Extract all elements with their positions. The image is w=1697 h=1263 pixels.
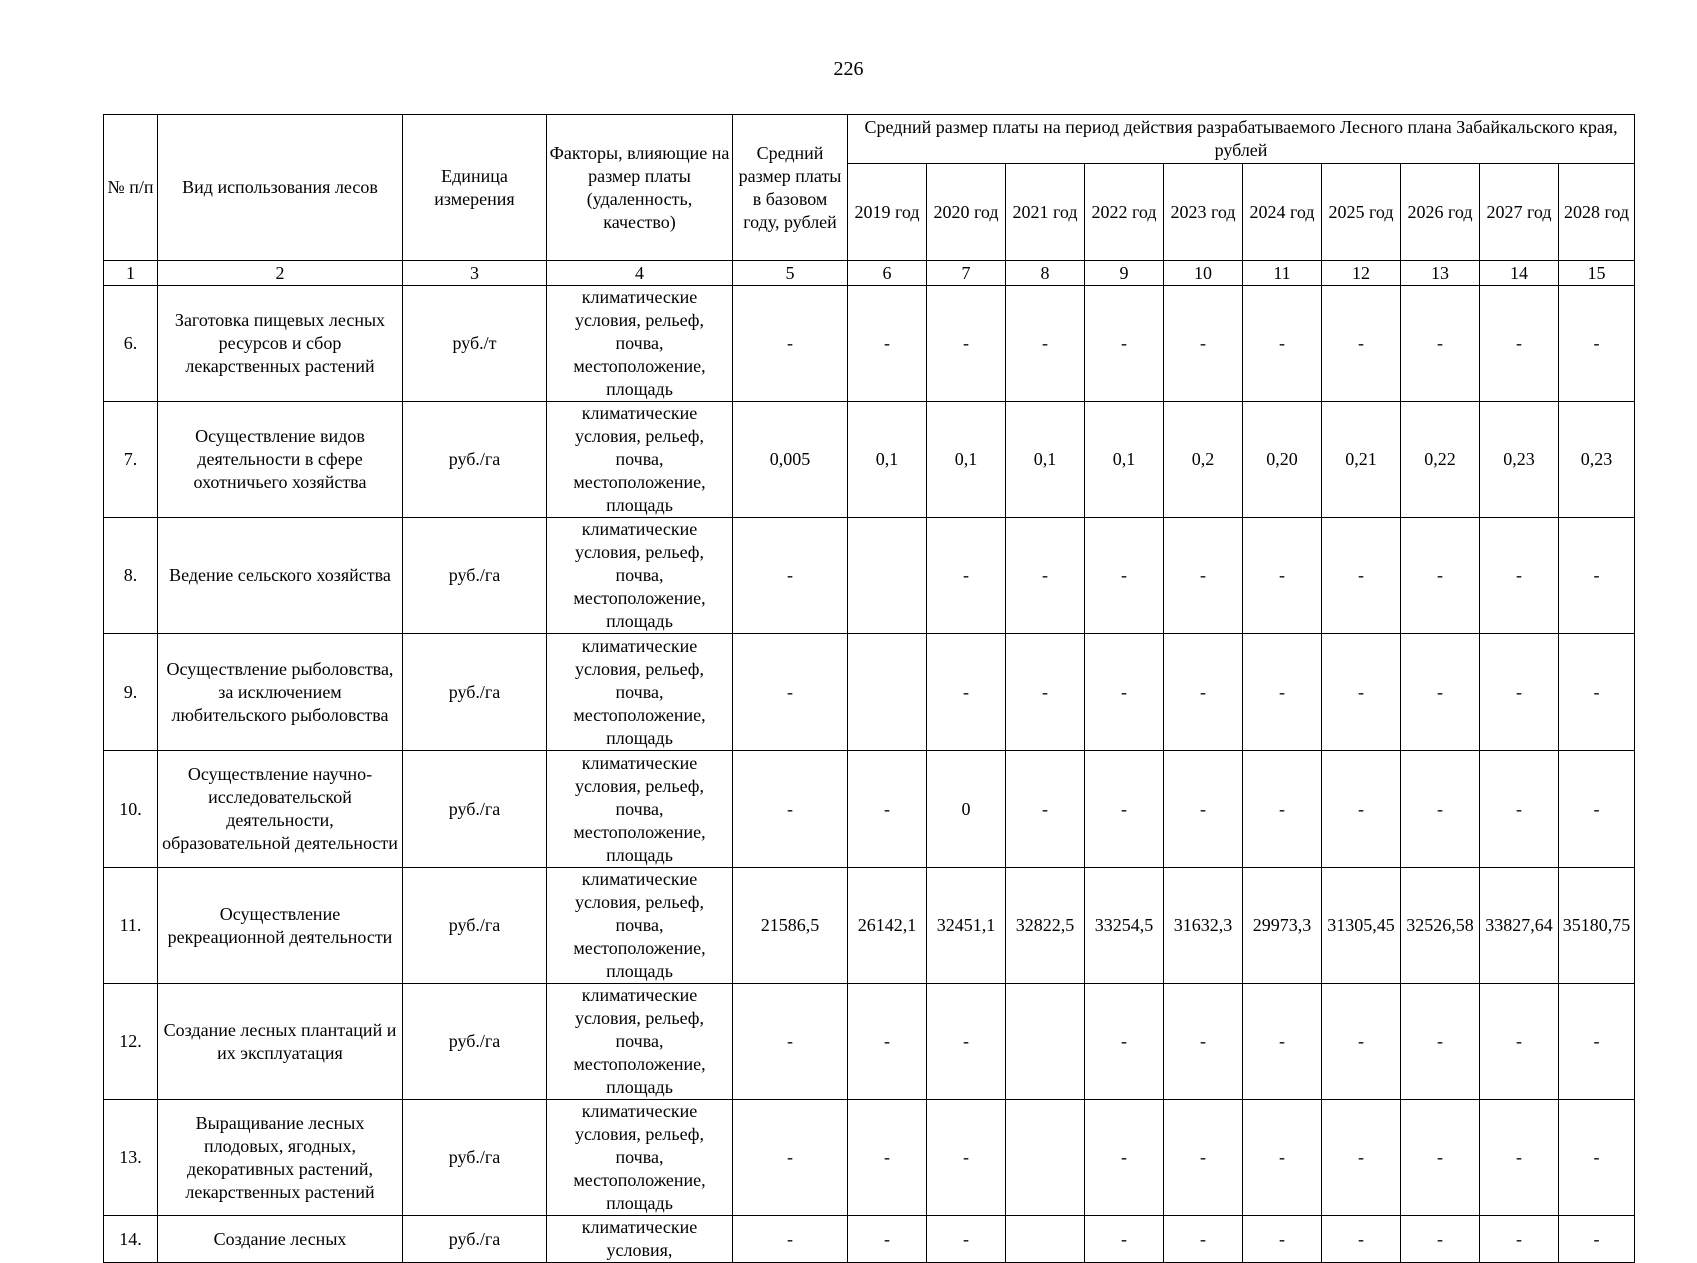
row-value: 32451,1 bbox=[927, 868, 1006, 984]
row-value: - bbox=[1322, 751, 1401, 868]
row-value: 31632,3 bbox=[1164, 868, 1243, 984]
row-value: - bbox=[1559, 1216, 1635, 1263]
column-number: 11 bbox=[1243, 261, 1322, 286]
row-value: - bbox=[1480, 634, 1559, 751]
row-num: 10. bbox=[104, 751, 158, 868]
table-row bbox=[104, 984, 1635, 1100]
row-num: 13. bbox=[104, 1100, 158, 1216]
row-value: - bbox=[848, 751, 927, 868]
row-factors: климатические условия, рельеф, почва, местоположение, площадь bbox=[547, 751, 733, 868]
row-value: - bbox=[848, 286, 927, 402]
row-num: 6. bbox=[104, 286, 158, 402]
row-unit: руб./га bbox=[403, 518, 547, 634]
column-number: 7 bbox=[927, 261, 1006, 286]
row-value: - bbox=[927, 634, 1006, 751]
row-value: - bbox=[1480, 1100, 1559, 1216]
row-value: - bbox=[1085, 286, 1164, 402]
row-value: - bbox=[927, 518, 1006, 634]
column-number: 5 bbox=[733, 261, 848, 286]
row-value: 32822,5 bbox=[1006, 868, 1085, 984]
row-value: - bbox=[1164, 751, 1243, 868]
row-value: - bbox=[1243, 634, 1322, 751]
row-unit: руб./га bbox=[403, 1100, 547, 1216]
row-value: - bbox=[848, 1216, 927, 1263]
payment-table bbox=[103, 114, 1635, 1263]
row-value: 0,1 bbox=[1006, 402, 1085, 518]
row-value: 0,20 bbox=[1243, 402, 1322, 518]
row-value: - bbox=[1085, 984, 1164, 1100]
row-value: - bbox=[1322, 1100, 1401, 1216]
row-value: 0 bbox=[927, 751, 1006, 868]
column-number: 1 bbox=[104, 261, 158, 286]
row-unit: руб./га bbox=[403, 1216, 547, 1263]
header-num: № п/п bbox=[104, 115, 158, 261]
row-value: 0,1 bbox=[1085, 402, 1164, 518]
row-base: 0,005 bbox=[733, 402, 848, 518]
row-unit: руб./га bbox=[403, 402, 547, 518]
row-value bbox=[1006, 1100, 1085, 1216]
row-value: - bbox=[1559, 984, 1635, 1100]
row-num: 12. bbox=[104, 984, 158, 1100]
table-row bbox=[104, 751, 1635, 868]
header-period: Средний размер платы на период действия разрабатываемого Лесного плана Забайкальского края, рублей bbox=[848, 115, 1635, 164]
row-unit: руб./га bbox=[403, 868, 547, 984]
row-value: - bbox=[1164, 1216, 1243, 1263]
column-numbers-row bbox=[104, 261, 1635, 286]
row-value: - bbox=[1401, 634, 1480, 751]
row-name: Осуществление научно-исследовательской деятельности, образовательной деятельности bbox=[158, 751, 403, 868]
row-unit: руб./т bbox=[403, 286, 547, 402]
row-value: - bbox=[1006, 286, 1085, 402]
row-value: - bbox=[1480, 286, 1559, 402]
row-name: Осуществление рыболовства, за исключением любительского рыболовства bbox=[158, 634, 403, 751]
row-value: 0,2 bbox=[1164, 402, 1243, 518]
column-number: 10 bbox=[1164, 261, 1243, 286]
row-value: - bbox=[848, 1100, 927, 1216]
row-value: - bbox=[1006, 751, 1085, 868]
column-number: 3 bbox=[403, 261, 547, 286]
row-value: 0,21 bbox=[1322, 402, 1401, 518]
row-value: - bbox=[1164, 286, 1243, 402]
row-value: - bbox=[1085, 518, 1164, 634]
row-num: 14. bbox=[104, 1216, 158, 1263]
row-value: - bbox=[1322, 984, 1401, 1100]
row-value: - bbox=[927, 286, 1006, 402]
row-value: - bbox=[1401, 1100, 1480, 1216]
header-kind: Вид использования лесов bbox=[158, 115, 403, 261]
row-base: - bbox=[733, 518, 848, 634]
header-year: 2023 год bbox=[1164, 164, 1243, 261]
row-factors: климатические условия, рельеф, почва, местоположение, площадь bbox=[547, 868, 733, 984]
row-value: - bbox=[1243, 518, 1322, 634]
header-factors: Факторы, влияющие на размер платы (удаленность, качество) bbox=[547, 115, 733, 261]
row-value: - bbox=[1322, 634, 1401, 751]
column-number: 6 bbox=[848, 261, 927, 286]
row-value: - bbox=[1559, 1100, 1635, 1216]
row-factors: климатические условия, рельеф, почва, местоположение, площадь bbox=[547, 286, 733, 402]
row-value: - bbox=[927, 1216, 1006, 1263]
header-unit: Единица измерения bbox=[403, 115, 547, 261]
header-year: 2026 год bbox=[1401, 164, 1480, 261]
row-value: - bbox=[1401, 751, 1480, 868]
row-base: - bbox=[733, 634, 848, 751]
row-value: - bbox=[1480, 984, 1559, 1100]
row-value: - bbox=[1164, 634, 1243, 751]
row-value: - bbox=[1164, 1100, 1243, 1216]
row-base: - bbox=[733, 286, 848, 402]
row-value: - bbox=[927, 984, 1006, 1100]
row-value: - bbox=[1480, 518, 1559, 634]
row-value: - bbox=[1243, 751, 1322, 868]
table-row bbox=[104, 868, 1635, 984]
row-value: - bbox=[1006, 634, 1085, 751]
header-year: 2025 год bbox=[1322, 164, 1401, 261]
row-factors: климатические условия, bbox=[547, 1216, 733, 1263]
row-factors: климатические условия, рельеф, почва, местоположение, площадь bbox=[547, 402, 733, 518]
row-value: - bbox=[1559, 286, 1635, 402]
row-value: - bbox=[1243, 984, 1322, 1100]
row-num: 7. bbox=[104, 402, 158, 518]
column-number: 9 bbox=[1085, 261, 1164, 286]
row-value: - bbox=[848, 984, 927, 1100]
table-row bbox=[104, 402, 1635, 518]
row-value: - bbox=[1085, 1216, 1164, 1263]
column-number: 4 bbox=[547, 261, 733, 286]
row-factors: климатические условия, рельеф, почва, местоположение, площадь bbox=[547, 634, 733, 751]
column-number: 8 bbox=[1006, 261, 1085, 286]
header-avg-base: Средний размер платы в базовом году, рублей bbox=[733, 115, 848, 261]
row-name: Создание лесных плантаций и их эксплуатация bbox=[158, 984, 403, 1100]
row-value: 35180,75 bbox=[1559, 868, 1635, 984]
header-year: 2019 год bbox=[848, 164, 927, 261]
table-row bbox=[104, 1216, 1635, 1263]
table-row bbox=[104, 286, 1635, 402]
row-factors: климатические условия, рельеф, почва, местоположение, площадь bbox=[547, 518, 733, 634]
row-value: - bbox=[1401, 286, 1480, 402]
column-number: 13 bbox=[1401, 261, 1480, 286]
column-number: 2 bbox=[158, 261, 403, 286]
row-factors: климатические условия, рельеф, почва, местоположение, площадь bbox=[547, 984, 733, 1100]
row-value: 26142,1 bbox=[848, 868, 927, 984]
row-unit: руб./га bbox=[403, 634, 547, 751]
row-value: 29973,3 bbox=[1243, 868, 1322, 984]
row-value: 0,1 bbox=[927, 402, 1006, 518]
row-num: 11. bbox=[104, 868, 158, 984]
row-value: - bbox=[1164, 518, 1243, 634]
row-value: - bbox=[1480, 1216, 1559, 1263]
row-value: - bbox=[1322, 286, 1401, 402]
row-name: Создание лесных bbox=[158, 1216, 403, 1263]
row-base: 21586,5 bbox=[733, 868, 848, 984]
header-year: 2024 год bbox=[1243, 164, 1322, 261]
row-base: - bbox=[733, 1100, 848, 1216]
header-year: 2022 год bbox=[1085, 164, 1164, 261]
row-base: - bbox=[733, 751, 848, 868]
row-value: 0,23 bbox=[1480, 402, 1559, 518]
row-num: 9. bbox=[104, 634, 158, 751]
header-year: 2020 год bbox=[927, 164, 1006, 261]
row-value: - bbox=[1243, 1216, 1322, 1263]
row-unit: руб./га bbox=[403, 751, 547, 868]
table-row bbox=[104, 1100, 1635, 1216]
row-value: - bbox=[1006, 518, 1085, 634]
row-value: - bbox=[1085, 634, 1164, 751]
header-year: 2028 год bbox=[1559, 164, 1635, 261]
row-value: - bbox=[1322, 1216, 1401, 1263]
row-value: - bbox=[1085, 751, 1164, 868]
row-factors: климатические условия, рельеф, почва, местоположение, площадь bbox=[547, 1100, 733, 1216]
row-name: Осуществление видов деятельности в сфере охотничьего хозяйства bbox=[158, 402, 403, 518]
column-number: 12 bbox=[1322, 261, 1401, 286]
row-value: - bbox=[1559, 751, 1635, 868]
row-value: 0,22 bbox=[1401, 402, 1480, 518]
row-value: 31305,45 bbox=[1322, 868, 1401, 984]
row-num: 8. bbox=[104, 518, 158, 634]
row-value: - bbox=[927, 1100, 1006, 1216]
row-value: 32526,58 bbox=[1401, 868, 1480, 984]
row-base: - bbox=[733, 1216, 848, 1263]
row-value: - bbox=[1559, 518, 1635, 634]
page-number: 226 bbox=[833, 58, 864, 80]
row-value: - bbox=[1243, 286, 1322, 402]
column-number: 14 bbox=[1480, 261, 1559, 286]
row-value: - bbox=[1243, 1100, 1322, 1216]
header-year: 2021 год bbox=[1006, 164, 1085, 261]
row-value bbox=[1006, 984, 1085, 1100]
row-value: - bbox=[1085, 1100, 1164, 1216]
row-name: Заготовка пищевых лесных ресурсов и сбор лекарственных растений bbox=[158, 286, 403, 402]
row-base: - bbox=[733, 984, 848, 1100]
row-name: Выращивание лесных плодовых, ягодных, декоративных растений, лекарственных растений bbox=[158, 1100, 403, 1216]
column-number: 15 bbox=[1559, 261, 1635, 286]
row-value: - bbox=[1401, 984, 1480, 1100]
row-value: 0,1 bbox=[848, 402, 927, 518]
row-value: - bbox=[1480, 751, 1559, 868]
row-value: - bbox=[1401, 518, 1480, 634]
row-value bbox=[848, 634, 927, 751]
row-name: Ведение сельского хозяйства bbox=[158, 518, 403, 634]
row-value: - bbox=[1559, 634, 1635, 751]
row-value: 33827,64 bbox=[1480, 868, 1559, 984]
row-value: 33254,5 bbox=[1085, 868, 1164, 984]
row-unit: руб./га bbox=[403, 984, 547, 1100]
header-year: 2027 год bbox=[1480, 164, 1559, 261]
row-value: - bbox=[1322, 518, 1401, 634]
table-row bbox=[104, 634, 1635, 751]
row-value: - bbox=[1401, 1216, 1480, 1263]
row-value bbox=[848, 518, 927, 634]
row-name: Осуществление рекреационной деятельности bbox=[158, 868, 403, 984]
row-value bbox=[1006, 1216, 1085, 1263]
table-row bbox=[104, 518, 1635, 634]
row-value: 0,23 bbox=[1559, 402, 1635, 518]
row-value: - bbox=[1164, 984, 1243, 1100]
